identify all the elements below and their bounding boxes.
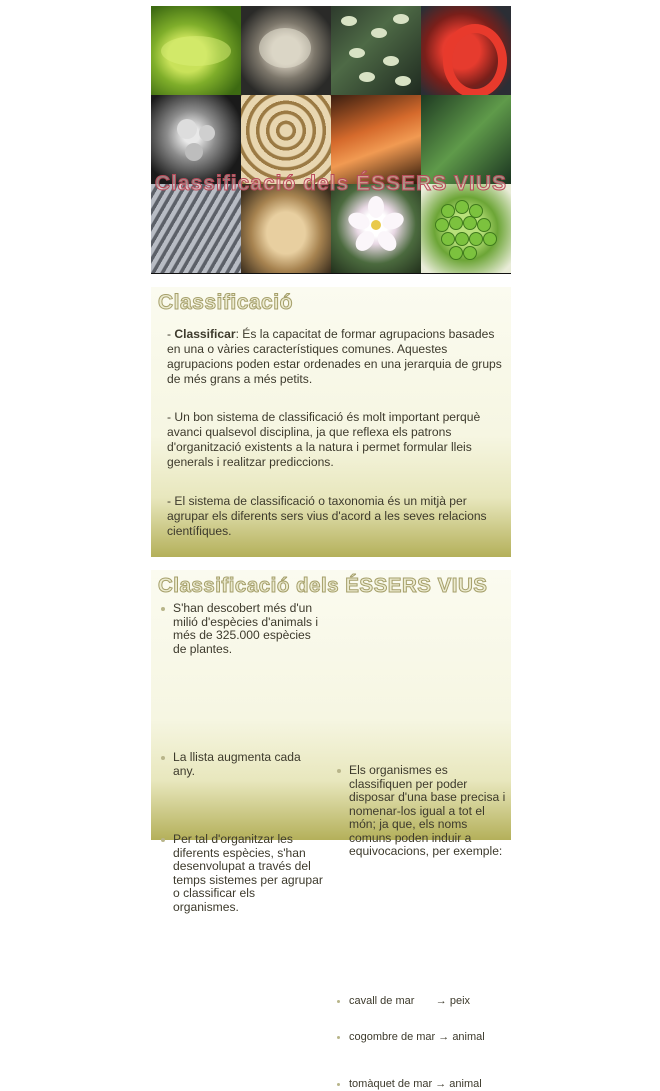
paragraph-prefix: - <box>167 327 174 341</box>
bullet-text: Els organismes es classifiquen per poder disposar d'una base precisa i nomenar-los igual a tot el món; ja que, els noms comuns poden induir a equivocacions, per exemple: <box>349 763 505 858</box>
slide-title: Classificació dels ÉSSERS VIUS <box>158 574 487 598</box>
photo-white-flower <box>331 184 421 273</box>
bullet-classification-systems <box>161 833 323 914</box>
photo-mite <box>241 6 331 95</box>
bullet-dot <box>337 1036 340 1039</box>
bullet-dot <box>337 1083 340 1086</box>
bullet-dot <box>161 607 165 611</box>
photo-grid <box>151 6 511 274</box>
importance-paragraph: - Un bon sistema de classificació és molt important perquè avanci qualsevol disciplina, ja que reflexa els patrons d'organització existents a la natura i permet formular lleis generals i realitzar prediccions. <box>167 410 507 470</box>
definition-paragraph <box>167 327 507 387</box>
term-classificar: Classificar <box>174 327 235 341</box>
photo-green-texture <box>421 95 511 184</box>
definition-text: : És la capacitat de formar agrupacions basades en una o vàries característiques comunes. Aquestes agrupacions poden estar ordenades en una jerarquia de grups de més grans a més petits. <box>167 327 502 386</box>
photo-eggs <box>421 184 511 273</box>
living-beings-slide <box>151 570 511 840</box>
bullet-list-grows <box>161 751 323 778</box>
photo-fishes <box>331 6 421 95</box>
taxonomy-paragraph: - El sistema de classificació o taxonomia és un mitjà per agrupar els diferents sers vius d'acord a les seves relacions científiques. <box>167 494 507 539</box>
photo-crab-shell <box>241 184 331 273</box>
example-text: tomàquet de mar → animal <box>349 1078 482 1090</box>
photo-diatoms <box>151 95 241 184</box>
bullet-why-classify <box>337 764 511 859</box>
example-sea-cucumber <box>337 1031 499 1045</box>
title-slide-mosaic <box>151 6 511 274</box>
example-text: cavall de mar → peix <box>349 995 470 1007</box>
example-text: cogombre de mar → animal <box>349 1031 485 1043</box>
photo-sea-worm <box>331 95 421 184</box>
bullet-text: La llista augmenta cada any. <box>173 750 301 778</box>
photo-coral <box>241 95 331 184</box>
example-sea-tomato <box>337 1078 517 1091</box>
bullet-dot <box>161 838 165 842</box>
classification-slide <box>151 287 511 557</box>
slide-title: Classificació <box>158 291 293 315</box>
photo-scales <box>151 184 241 273</box>
mosaic-title: Classificació dels ÉSSERS VIUS <box>151 172 511 196</box>
example-seahorse <box>337 995 517 1009</box>
photo-caterpillar <box>151 6 241 95</box>
bullet-dot <box>337 769 341 773</box>
bullet-text: Per tal d'organitzar les diferents espècies, s'han desenvolupat a través del temps sistemes per agrupar o classificar els organismes. <box>173 832 323 914</box>
bullet-dot <box>161 756 165 760</box>
bullet-dot <box>337 1000 340 1003</box>
bullet-text: S'han descobert més d'un milió d'espècies d'animals i més de 325.000 espècies de plantes. <box>173 601 318 656</box>
bullet-species-count <box>161 602 323 656</box>
photo-red-worm <box>421 6 511 95</box>
